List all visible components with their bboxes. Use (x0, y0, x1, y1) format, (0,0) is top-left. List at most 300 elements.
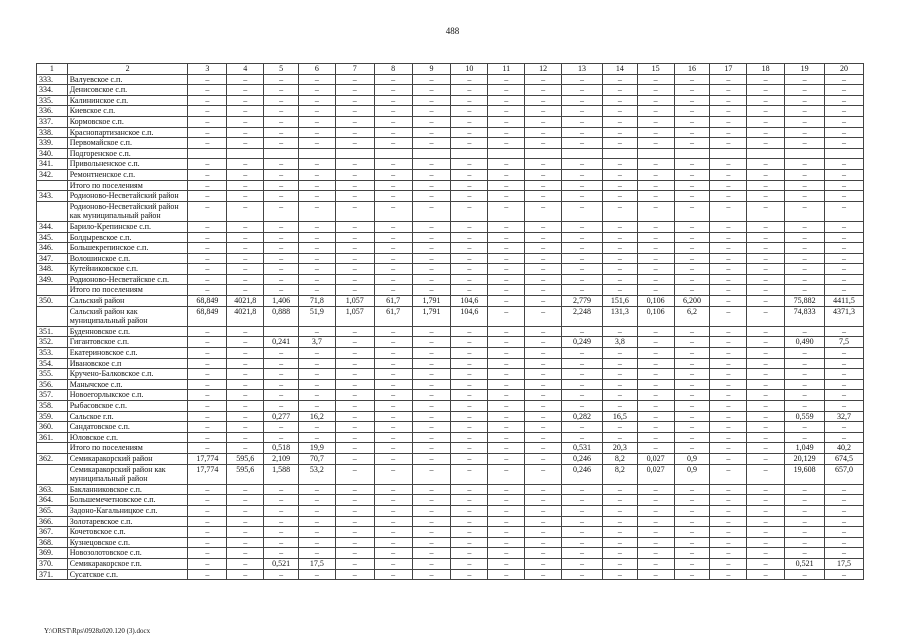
row-number (37, 201, 68, 221)
table-cell: – (412, 548, 451, 559)
table-cell: – (488, 221, 525, 232)
table-cell: – (412, 453, 451, 464)
table-cell: – (335, 326, 374, 337)
table-cell: – (412, 432, 451, 443)
table-cell: – (335, 180, 374, 191)
table-cell: – (602, 401, 637, 412)
table-cell: – (825, 569, 864, 580)
table-cell: – (188, 169, 227, 180)
table-cell: – (785, 358, 825, 369)
table-cell: – (412, 180, 451, 191)
table-cell: – (227, 443, 264, 454)
table-cell: – (188, 369, 227, 380)
settlement-name: Итого по поселениям (67, 180, 188, 191)
table-cell: – (227, 390, 264, 401)
table-cell: – (602, 159, 637, 170)
settlement-name: Привольненское с.п. (67, 159, 188, 170)
table-cell: – (335, 348, 374, 359)
table-cell: – (602, 369, 637, 380)
table-cell: – (785, 85, 825, 96)
table-cell (562, 148, 603, 159)
row-number: 351. (37, 326, 68, 337)
table-cell: – (374, 401, 412, 412)
table-cell: – (674, 138, 710, 149)
table-cell: – (299, 201, 336, 221)
table-cell (488, 148, 525, 159)
settlement-name: Новоегорлыкское с.п. (67, 390, 188, 401)
table-cell: – (412, 326, 451, 337)
table-cell: 6,200 (674, 296, 710, 307)
table-cell: – (674, 180, 710, 191)
table-cell: – (710, 306, 747, 326)
table-cell: – (785, 221, 825, 232)
table-cell: – (488, 180, 525, 191)
table-cell: – (785, 74, 825, 85)
table-cell: – (488, 169, 525, 180)
table-cell: 1,057 (335, 296, 374, 307)
table-cell: – (374, 348, 412, 359)
table-cell: – (227, 201, 264, 221)
table-row (37, 201, 864, 221)
table-cell: – (637, 369, 674, 380)
table-cell: – (335, 401, 374, 412)
table-cell: – (264, 138, 299, 149)
table-cell: – (710, 169, 747, 180)
table-cell: 0,027 (637, 453, 674, 464)
table-cell: – (637, 548, 674, 559)
table-cell: 4021,8 (227, 306, 264, 326)
table-cell: – (264, 537, 299, 548)
table-cell: – (785, 159, 825, 170)
table-cell: – (602, 74, 637, 85)
table-cell: 0,559 (785, 411, 825, 422)
table-cell: – (710, 191, 747, 202)
column-header: 12 (525, 64, 562, 75)
table-cell: – (335, 453, 374, 464)
table-cell: – (785, 369, 825, 380)
table-cell: – (602, 232, 637, 243)
table-cell: – (299, 326, 336, 337)
table-cell: – (188, 138, 227, 149)
table-cell: – (335, 337, 374, 348)
table-cell: 3,8 (602, 337, 637, 348)
table-row (37, 285, 864, 296)
table-cell: – (374, 180, 412, 191)
table-cell: – (674, 484, 710, 495)
row-number: 357. (37, 390, 68, 401)
table-cell: – (602, 422, 637, 433)
table-cell: – (785, 516, 825, 527)
table-cell: – (451, 422, 488, 433)
table-cell: – (264, 106, 299, 117)
table-cell (825, 148, 864, 159)
table-cell: – (264, 422, 299, 433)
table-cell: – (264, 221, 299, 232)
table-cell: – (335, 253, 374, 264)
table-cell: – (188, 85, 227, 96)
table-cell: – (299, 159, 336, 170)
table-cell: – (562, 390, 603, 401)
settlement-name: Новозолотовское с.п. (67, 548, 188, 559)
row-number: 361. (37, 432, 68, 443)
table-cell (299, 148, 336, 159)
table-cell: – (335, 379, 374, 390)
table-cell: – (674, 401, 710, 412)
table-cell: 8,2 (602, 464, 637, 484)
table-row (37, 74, 864, 85)
table-cell: – (562, 221, 603, 232)
table-cell: – (710, 138, 747, 149)
table-cell: – (227, 232, 264, 243)
table-cell: – (227, 422, 264, 433)
table-cell: – (227, 411, 264, 422)
settlement-name: Болдыревское с.п. (67, 232, 188, 243)
table-cell: – (747, 516, 785, 527)
table-cell: – (227, 569, 264, 580)
table-cell: 68,849 (188, 306, 227, 326)
table-row (37, 390, 864, 401)
table-cell: – (227, 505, 264, 516)
table-cell: – (637, 348, 674, 359)
column-header: 8 (374, 64, 412, 75)
row-number: 339. (37, 138, 68, 149)
table-cell: – (227, 484, 264, 495)
settlement-name: Родионово-Несветайское с.п. (67, 274, 188, 285)
table-cell: – (637, 116, 674, 127)
table-cell: – (710, 527, 747, 538)
column-header: 14 (602, 64, 637, 75)
table-cell: – (264, 379, 299, 390)
table-cell: – (825, 169, 864, 180)
table-cell: 2,109 (264, 453, 299, 464)
settlement-name: Рыбасовское с.п. (67, 401, 188, 412)
table-cell: 0,246 (562, 464, 603, 484)
table-cell: – (525, 138, 562, 149)
table-cell: – (451, 401, 488, 412)
table-cell: – (710, 127, 747, 138)
table-cell: – (602, 274, 637, 285)
table-cell: 8,2 (602, 453, 637, 464)
table-cell: – (188, 548, 227, 559)
table-cell: – (674, 285, 710, 296)
table-cell: – (785, 95, 825, 106)
table-cell: – (264, 243, 299, 254)
table-cell: – (412, 106, 451, 117)
table-cell: – (562, 106, 603, 117)
table-row (37, 369, 864, 380)
table-cell: – (412, 221, 451, 232)
table-cell: 0,888 (264, 306, 299, 326)
table-cell: – (488, 348, 525, 359)
table-cell: – (451, 85, 488, 96)
table-cell (710, 148, 747, 159)
table-cell: – (785, 169, 825, 180)
column-header: 20 (825, 64, 864, 75)
table-row (37, 379, 864, 390)
table-cell: – (602, 169, 637, 180)
table-cell: – (825, 537, 864, 548)
table-cell: – (374, 274, 412, 285)
table-cell: – (451, 390, 488, 401)
table-cell: – (637, 274, 674, 285)
table-cell: – (525, 74, 562, 85)
table-cell: – (451, 232, 488, 243)
row-number: 356. (37, 379, 68, 390)
table-cell: – (188, 411, 227, 422)
table-cell: – (602, 285, 637, 296)
table-cell: – (747, 191, 785, 202)
table-cell: – (562, 379, 603, 390)
row-number: 342. (37, 169, 68, 180)
table-cell: – (188, 558, 227, 569)
table-cell: – (412, 422, 451, 433)
table-cell: – (374, 558, 412, 569)
table-cell: – (412, 379, 451, 390)
table-cell: – (451, 191, 488, 202)
table-cell: – (227, 253, 264, 264)
table-cell: – (412, 116, 451, 127)
table-cell: – (264, 191, 299, 202)
table-cell: – (785, 127, 825, 138)
table-cell: – (525, 159, 562, 170)
table-cell: – (227, 285, 264, 296)
row-number: 350. (37, 296, 68, 307)
table-cell: – (825, 85, 864, 96)
table-cell: – (785, 106, 825, 117)
table-cell: – (602, 127, 637, 138)
table-cell: – (747, 285, 785, 296)
table-cell: – (299, 221, 336, 232)
table-cell: – (412, 390, 451, 401)
table-cell: 17,774 (188, 453, 227, 464)
table-cell: 4371,3 (825, 306, 864, 326)
table-cell: – (374, 337, 412, 348)
table-cell: – (488, 505, 525, 516)
table-cell: – (674, 348, 710, 359)
table-cell: – (747, 484, 785, 495)
table-cell: – (710, 348, 747, 359)
table-cell: – (637, 505, 674, 516)
table-cell: – (188, 569, 227, 580)
table-cell: – (335, 95, 374, 106)
settlement-name: Итого по поселениям (67, 285, 188, 296)
table-cell: – (825, 285, 864, 296)
table-cell: – (747, 264, 785, 275)
table-cell: – (488, 527, 525, 538)
table-cell: – (264, 74, 299, 85)
table-cell: – (710, 85, 747, 96)
table-cell: – (525, 537, 562, 548)
table-cell: – (525, 243, 562, 254)
table-cell: – (825, 495, 864, 506)
table-cell: – (335, 127, 374, 138)
table-cell: – (227, 106, 264, 117)
table-cell: – (188, 358, 227, 369)
table-cell: – (674, 422, 710, 433)
table-cell: – (227, 548, 264, 559)
table-cell: – (710, 358, 747, 369)
table-cell: – (299, 232, 336, 243)
table-cell: – (412, 138, 451, 149)
table-cell: 0,490 (785, 337, 825, 348)
table-cell: – (451, 169, 488, 180)
table-cell: – (710, 505, 747, 516)
table-cell: – (227, 159, 264, 170)
table-cell: – (374, 116, 412, 127)
table-cell: – (825, 201, 864, 221)
table-cell: – (374, 484, 412, 495)
table-cell: 0,9 (674, 464, 710, 484)
table-cell: – (488, 243, 525, 254)
table-cell: – (264, 232, 299, 243)
table-cell: – (264, 569, 299, 580)
table-cell: – (188, 232, 227, 243)
table-cell: – (710, 369, 747, 380)
table-cell: – (227, 169, 264, 180)
table-cell: – (451, 379, 488, 390)
table-cell: 595,6 (227, 453, 264, 464)
table-cell: – (637, 558, 674, 569)
table-cell: – (188, 221, 227, 232)
table-cell: – (488, 285, 525, 296)
table-cell: – (227, 326, 264, 337)
table-cell: – (374, 285, 412, 296)
table-cell: – (488, 369, 525, 380)
table-cell: – (412, 95, 451, 106)
table-cell: – (488, 516, 525, 527)
table-cell: – (335, 443, 374, 454)
table-cell: – (674, 74, 710, 85)
table-row (37, 326, 864, 337)
table-cell: – (374, 527, 412, 538)
table-cell: – (299, 348, 336, 359)
table-cell: – (451, 537, 488, 548)
table-cell: – (374, 443, 412, 454)
settlement-name: Буденновское с.п. (67, 326, 188, 337)
table-row (37, 443, 864, 454)
table-cell: – (264, 484, 299, 495)
table-row (37, 253, 864, 264)
table-cell: – (674, 379, 710, 390)
table-cell: – (637, 390, 674, 401)
table-cell: 0,246 (562, 453, 603, 464)
table-cell: – (674, 358, 710, 369)
table-cell: – (674, 169, 710, 180)
table-cell: – (525, 422, 562, 433)
table-cell: – (451, 569, 488, 580)
table-cell: – (562, 159, 603, 170)
table-cell: – (451, 201, 488, 221)
table-cell: 2,248 (562, 306, 603, 326)
table-cell: 4411,5 (825, 296, 864, 307)
table-cell: – (335, 285, 374, 296)
row-number: 367. (37, 527, 68, 538)
table-cell: – (674, 558, 710, 569)
table-cell: – (785, 274, 825, 285)
row-number (37, 464, 68, 484)
table-row (37, 264, 864, 275)
table-cell: – (188, 432, 227, 443)
table-cell: – (710, 379, 747, 390)
settlement-name: Семикаракорский район как муниципальный район (67, 464, 188, 484)
table-cell: – (747, 243, 785, 254)
table-cell: – (188, 191, 227, 202)
table-cell: – (747, 548, 785, 559)
table-cell: – (412, 243, 451, 254)
table-cell: – (188, 116, 227, 127)
table-cell: – (227, 138, 264, 149)
table-cell: – (525, 106, 562, 117)
table-cell: – (227, 516, 264, 527)
table-cell: – (451, 243, 488, 254)
table-cell: – (825, 74, 864, 85)
table-cell: – (785, 527, 825, 538)
table-cell: – (825, 127, 864, 138)
table-cell: – (374, 379, 412, 390)
table-cell: – (525, 443, 562, 454)
row-number: 365. (37, 505, 68, 516)
table-cell: – (747, 253, 785, 264)
table-cell: – (451, 484, 488, 495)
table-cell: – (637, 432, 674, 443)
column-header: 18 (747, 64, 785, 75)
table-cell: – (299, 516, 336, 527)
table-cell: 7,5 (825, 337, 864, 348)
table-cell: – (264, 516, 299, 527)
table-cell: – (747, 201, 785, 221)
column-header: 11 (488, 64, 525, 75)
table-cell: – (374, 95, 412, 106)
table-cell: 131,3 (602, 306, 637, 326)
table-cell: 40,2 (825, 443, 864, 454)
table-cell: – (412, 401, 451, 412)
table-cell: – (747, 558, 785, 569)
table-cell: – (335, 464, 374, 484)
table-cell: – (299, 401, 336, 412)
table-cell: – (335, 558, 374, 569)
table-cell: – (488, 432, 525, 443)
table-cell: – (335, 422, 374, 433)
table-cell: – (674, 127, 710, 138)
table-cell: 0,106 (637, 306, 674, 326)
row-number: 370. (37, 558, 68, 569)
table-cell: – (451, 505, 488, 516)
table-cell: – (374, 422, 412, 433)
table-cell: – (785, 232, 825, 243)
table-cell: – (825, 484, 864, 495)
table-cell: – (451, 106, 488, 117)
table-cell: – (335, 369, 374, 380)
table-cell: – (264, 358, 299, 369)
table-cell: – (674, 537, 710, 548)
table-cell: – (374, 106, 412, 117)
column-header: 15 (637, 64, 674, 75)
table-cell: – (637, 201, 674, 221)
table-cell: – (674, 411, 710, 422)
table-cell: – (525, 116, 562, 127)
table-cell: – (525, 95, 562, 106)
table-cell: – (525, 411, 562, 422)
table-cell: – (188, 379, 227, 390)
table-cell: – (188, 274, 227, 285)
table-cell: – (710, 201, 747, 221)
table-cell: – (335, 411, 374, 422)
table-cell: – (637, 285, 674, 296)
table-cell: – (562, 432, 603, 443)
table-cell: – (785, 264, 825, 275)
table-cell: – (451, 558, 488, 569)
table-cell: – (335, 516, 374, 527)
